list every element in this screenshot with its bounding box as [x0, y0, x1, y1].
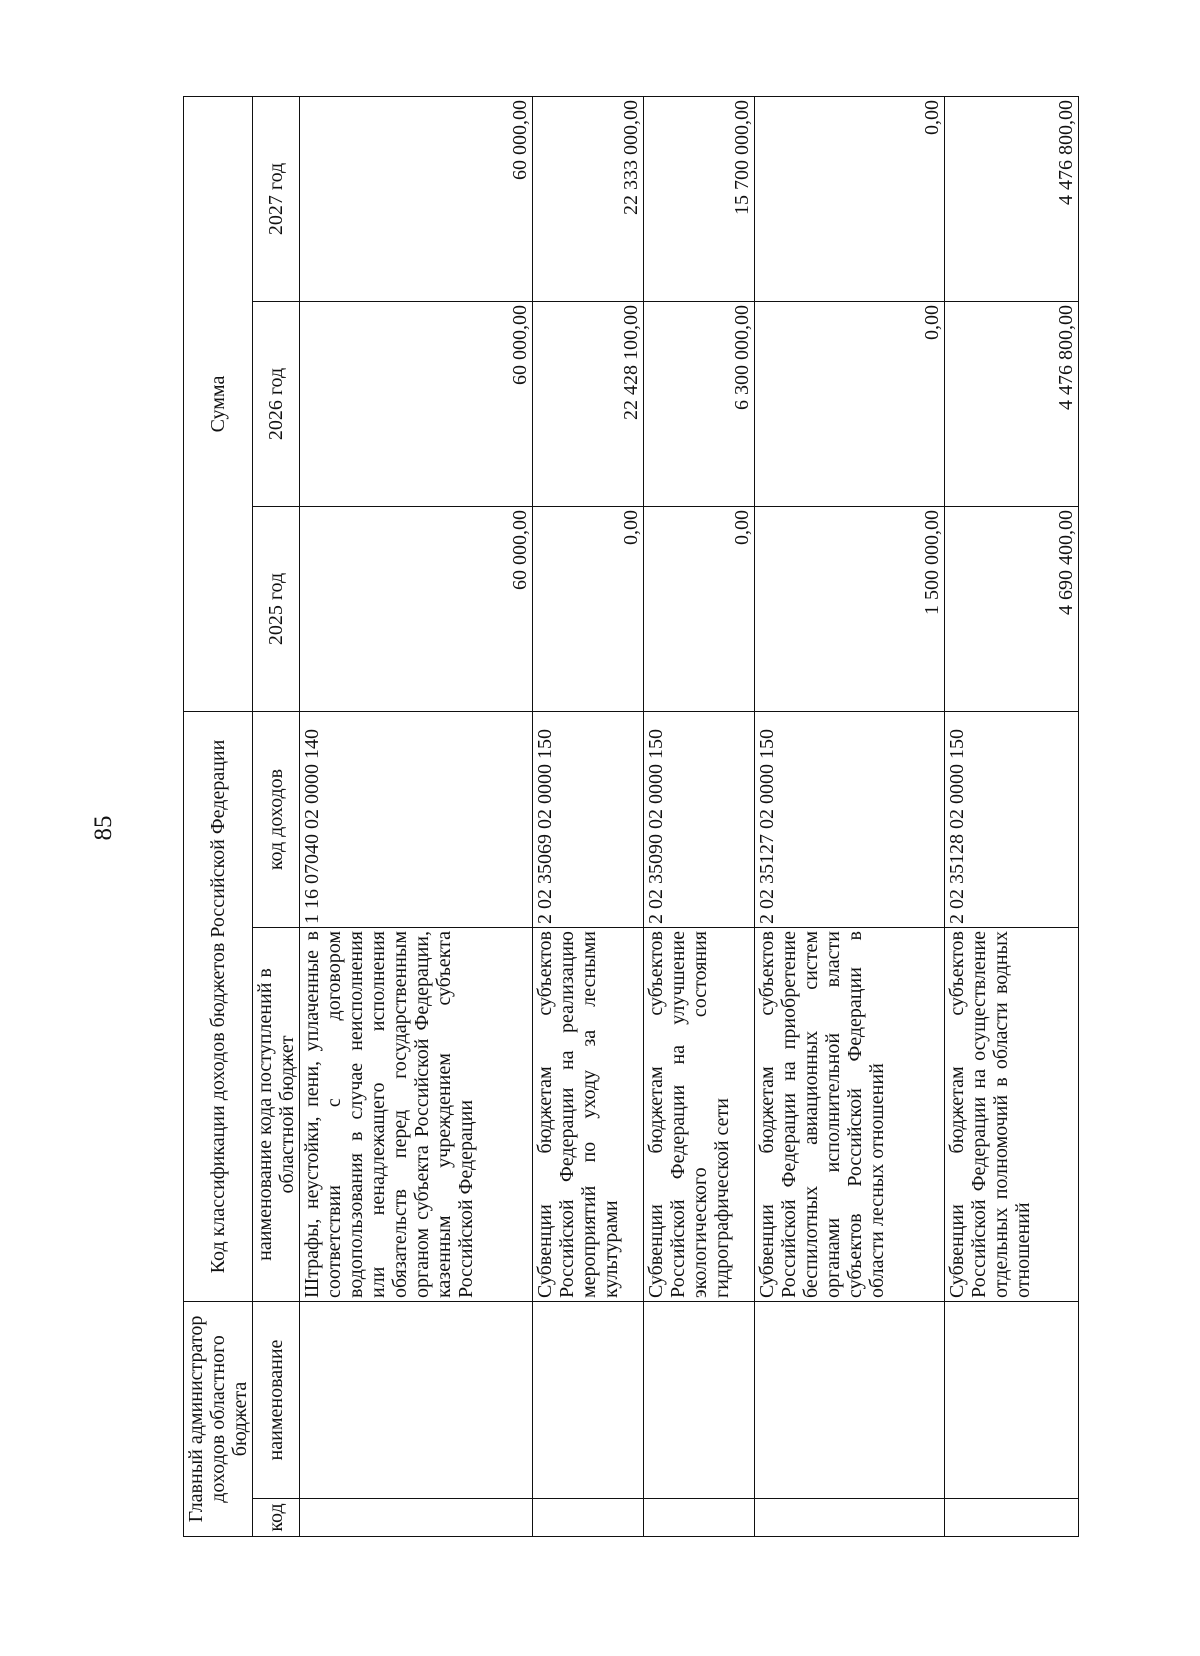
admin-code-cell — [300, 1499, 533, 1537]
admin-code-cell — [754, 1499, 944, 1537]
sum-2027-cell: 22 333 000,00 — [533, 96, 644, 301]
table-row — [533, 96, 644, 1536]
header-year-2026: 2026 год — [253, 302, 300, 507]
sum-2027-cell: 15 700 000,00 — [644, 96, 755, 301]
table-row — [300, 96, 533, 1536]
table-row — [754, 96, 944, 1536]
sum-2026-cell: 22 428 100,00 — [533, 302, 644, 507]
admin-name-cell — [644, 1302, 755, 1499]
header-sum-group: Сумма — [184, 96, 253, 711]
header-admin-name: наименование — [253, 1302, 300, 1499]
admin-code-cell — [944, 1499, 1078, 1537]
header-classification-group: Код классификации доходов бюджетов Российской Федерации — [184, 712, 253, 1302]
sum-2026-cell: 60 000,00 — [300, 302, 533, 507]
header-income-code: код доходов — [253, 712, 300, 928]
header-row-2 — [253, 96, 300, 1536]
admin-code-cell — [644, 1499, 755, 1537]
sum-2027-cell: 4 476 800,00 — [944, 96, 1078, 301]
income-code-cell: 2 02 35090 02 0000 150 — [644, 712, 755, 928]
income-code-cell: 2 02 35127 02 0000 150 — [754, 712, 944, 928]
sum-2027-cell: 0,00 — [754, 96, 944, 301]
income-code-cell: 2 02 35069 02 0000 150 — [533, 712, 644, 928]
sum-2026-cell: 6 300 000,00 — [644, 302, 755, 507]
sum-2025-cell: 0,00 — [533, 507, 644, 712]
income-name-cell: Субвенции бюджетам субъектов Российской Федерации на улучшение экологического состояния гидрографической сети — [644, 928, 755, 1302]
sum-2025-cell: 60 000,00 — [300, 507, 533, 712]
admin-name-cell — [533, 1302, 644, 1499]
income-name-cell: Субвенции бюджетам субъектов Российской Федерации на осуществление отдельных полномочий в области водных отношений — [944, 928, 1078, 1302]
sum-2027-cell: 60 000,00 — [300, 96, 533, 301]
page-number: 85 — [90, 815, 117, 841]
income-code-cell: 1 16 07040 02 0000 140 — [300, 712, 533, 928]
admin-name-cell — [300, 1302, 533, 1499]
sum-2025-cell: 4 690 400,00 — [944, 507, 1078, 712]
income-classification-table — [183, 96, 1079, 1537]
admin-code-cell — [533, 1499, 644, 1537]
header-admin-code: код — [253, 1499, 300, 1537]
header-income-name: наименование кода поступлений в областной бюджет — [253, 928, 300, 1302]
header-year-2025: 2025 год — [253, 507, 300, 712]
income-name-cell: Штрафы, неустойки, пени, уплаченные в соответствии с договором водопользования в случае неисполнения или ненадлежащего исполнения обязательств перед государственным органом субъекта Российской Федерации, казенным учреждением субъекта Российской Федерации — [300, 928, 533, 1302]
sum-2025-cell: 0,00 — [644, 507, 755, 712]
admin-name-cell — [944, 1302, 1078, 1499]
sum-2025-cell: 1 500 000,00 — [754, 507, 944, 712]
sum-2026-cell: 0,00 — [754, 302, 944, 507]
income-name-cell: Субвенции бюджетам субъектов Российской Федерации на приобретение беспилотных авиационных систем органами исполнительной власти субъектов Российской Федерации в области лесных отношений — [754, 928, 944, 1302]
sum-2026-cell: 4 476 800,00 — [944, 302, 1078, 507]
rotated-table-container — [183, 97, 1079, 1537]
table-row — [644, 96, 755, 1536]
income-name-cell: Субвенции бюджетам субъектов Российской Федерации на реализацию мероприятий по уходу за лесными культурами — [533, 928, 644, 1302]
income-code-cell: 2 02 35128 02 0000 150 — [944, 712, 1078, 928]
admin-name-cell — [754, 1302, 944, 1499]
header-row-1 — [184, 96, 253, 1536]
table-row — [944, 96, 1078, 1536]
header-admin-group: Главный администратор доходов областного бюджета — [184, 1302, 253, 1537]
header-year-2027: 2027 год — [253, 96, 300, 301]
